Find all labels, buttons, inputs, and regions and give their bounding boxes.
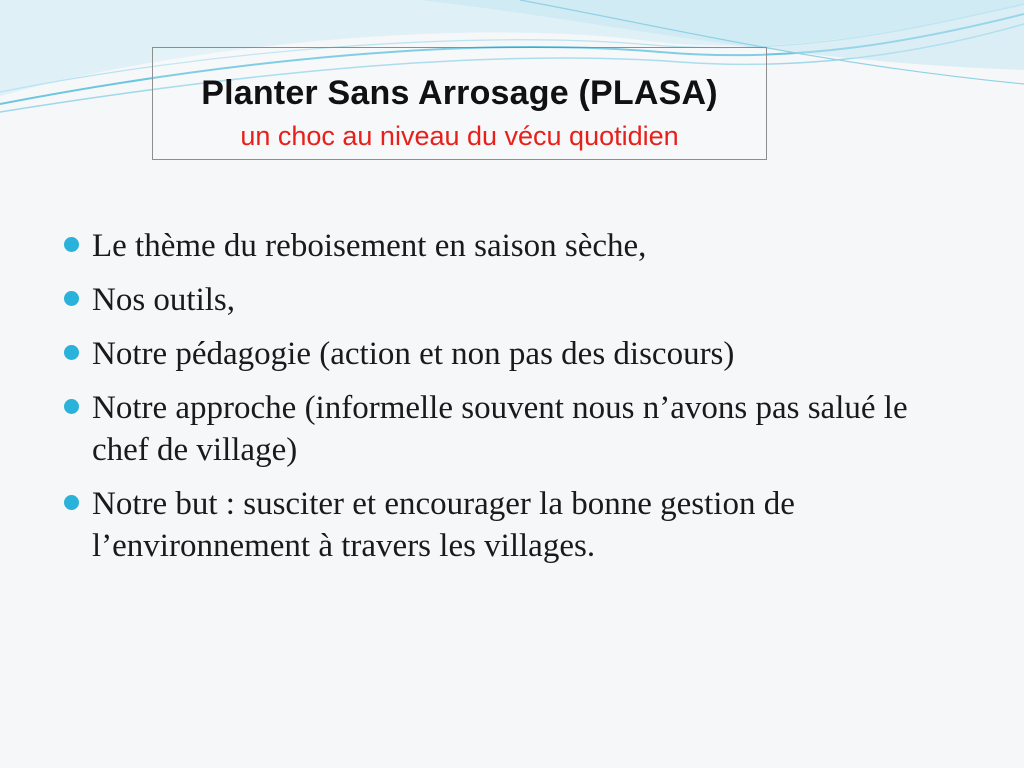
bullet-item	[0, 225, 1024, 267]
bullet-text: Notre approche (informelle souvent nous n’avons pas salué le chef de village)	[92, 390, 908, 468]
bullet-icon	[64, 495, 79, 510]
bullet-item	[0, 279, 1024, 321]
bullet-icon	[64, 291, 79, 306]
bullet-text: Notre but : susciter et encourager la bonne gestion de l’environnement à travers les villages.	[92, 486, 795, 564]
bullet-text: Le thème du reboisement en saison sèche,	[92, 228, 647, 264]
slide-title: Planter Sans Arrosage (PLASA)	[201, 74, 718, 112]
bullet-text: Notre pédagogie (action et non pas des discours)	[92, 336, 735, 372]
bullet-item	[0, 387, 1024, 471]
title-box	[152, 47, 767, 160]
bullet-icon	[64, 399, 79, 414]
bullet-item	[0, 333, 1024, 375]
bullet-text: Nos outils,	[92, 282, 236, 318]
bullet-icon	[64, 237, 79, 252]
slide-subtitle: un choc au niveau du vécu quotidien	[240, 121, 679, 151]
bullet-item	[0, 483, 1024, 567]
bullet-list	[0, 225, 1024, 579]
bullet-icon	[64, 345, 79, 360]
